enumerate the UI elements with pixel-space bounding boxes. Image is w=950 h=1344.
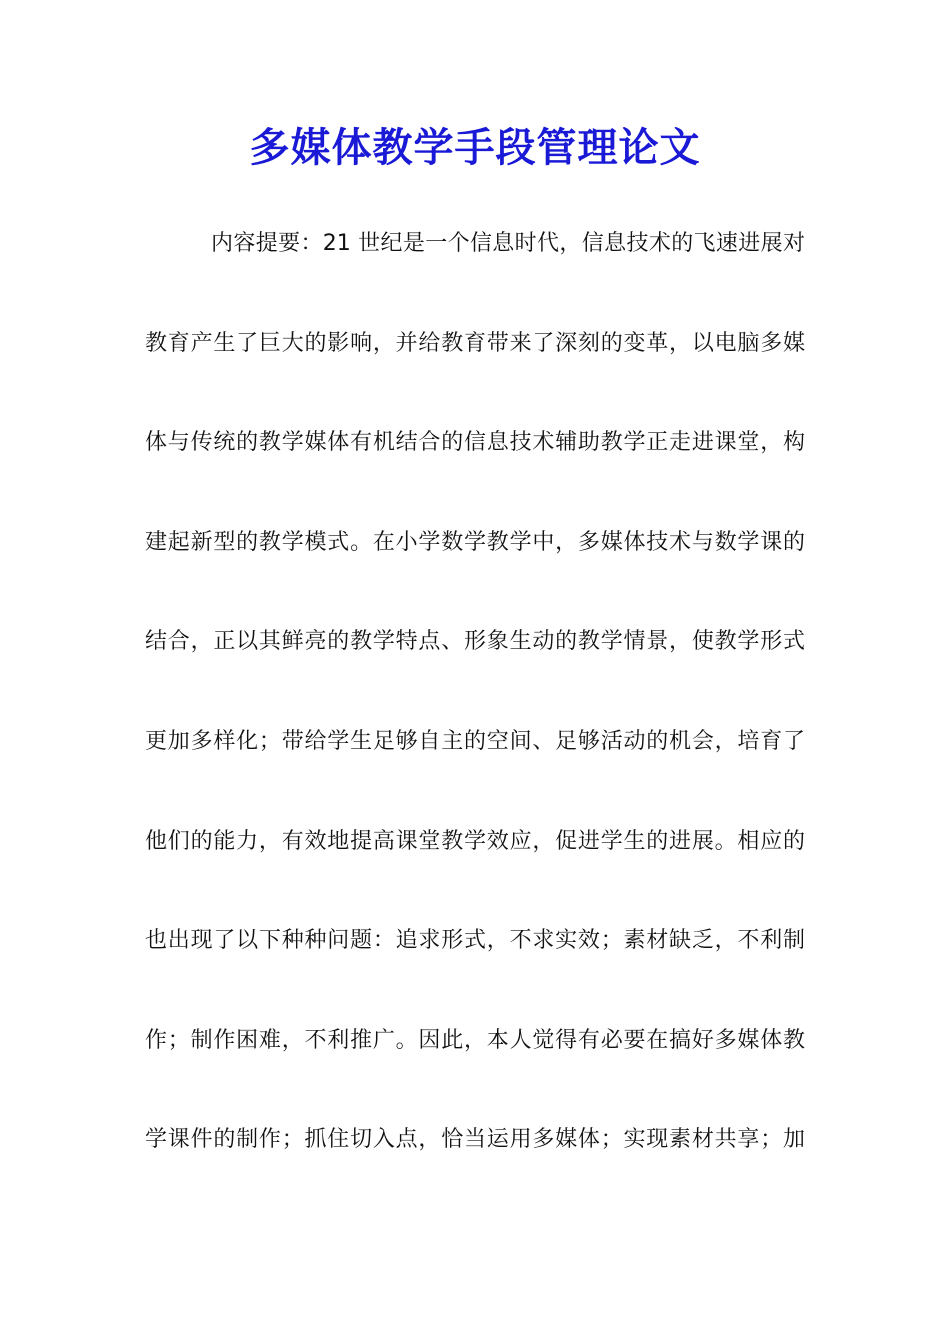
body-line: 结合，正以其鲜亮的教学特点、形象生动的教学情景，使教学形式: [145, 629, 805, 655]
body-line: 也出现了以下种种问题：追求形式，不求实效；素材缺乏，不利制: [145, 928, 805, 954]
body-line: 内容提要：21 世纪是一个信息时代，信息技术的飞速进展对: [211, 231, 805, 256]
body-line: 建起新型的教学模式。在小学数学教学中，多媒体技术与数学课的: [145, 529, 805, 555]
body-line: 作；制作困难，不利推广。因此，本人觉得有必要在搞好多媒体教: [145, 1027, 805, 1053]
body-line: 他们的能力，有效地提高课堂教学效应，促进学生的进展。相应的: [145, 828, 805, 854]
body-line: 学课件的制作；抓住切入点，恰当运用多媒体；实现素材共享；加: [145, 1127, 805, 1153]
body-line: 教育产生了巨大的影响，并给教育带来了深刻的变革，以电脑多媒: [145, 330, 805, 356]
document-body: [145, 214, 805, 1210]
body-line: 体与传统的教学媒体有机结合的信息技术辅助教学正走进课堂，构: [145, 430, 805, 456]
document-title: 多媒体教学手段管理论文: [249, 124, 701, 171]
body-line: 更加多样化；带给学生足够自主的空间、足够活动的机会，培育了: [145, 728, 805, 754]
